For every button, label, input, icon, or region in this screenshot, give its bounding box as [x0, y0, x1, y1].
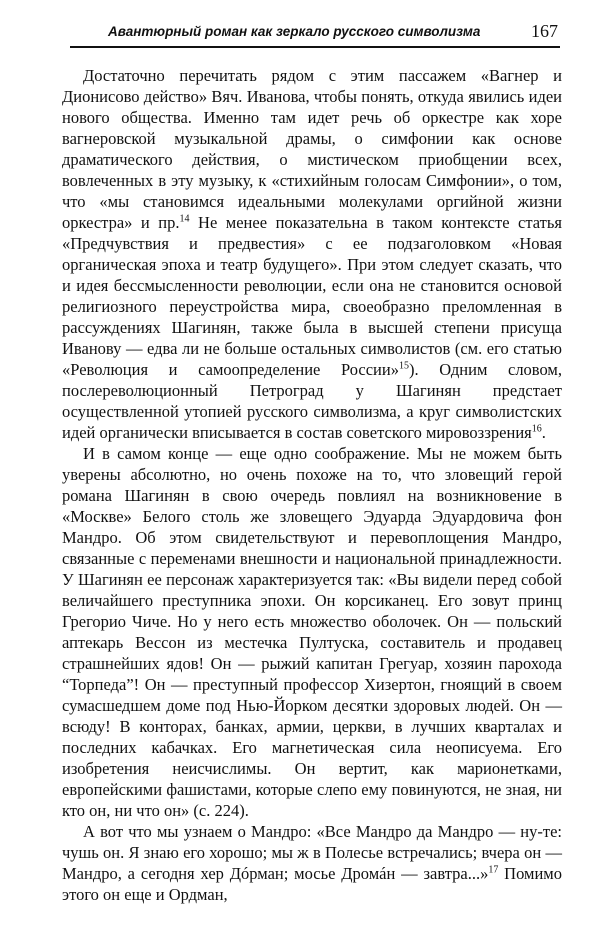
paragraph-1	[62, 65, 562, 443]
paragraph-2	[62, 443, 562, 821]
paragraph-3	[62, 821, 562, 905]
paragraph-text: А вот что мы узнаем о Мандро: «Все Мандро да Мандро — ну-те: чушь он. Я знаю его хорошо; мы ж в Полесье встречались; вчера он — Мандро, а сегодня хер Дóрман; мосье Дромáн — завтра...»	[62, 822, 562, 883]
body-text	[62, 65, 562, 905]
page-number: 167	[531, 21, 558, 41]
footnote-ref-15: 15	[398, 360, 409, 372]
running-header	[70, 20, 560, 48]
footnote-ref-16: 16	[531, 423, 542, 435]
paragraph-text: Помимо этого он еще и Ордман,	[62, 864, 562, 904]
paragraph-text: ). Одним словом, послереволюционный Петроград у Шагинян предстает осуществленной утопией русского символизма, а круг символистских идей органически вписывается в состав советского мировоззрения	[62, 360, 562, 442]
paragraph-text: Достаточно перечитать рядом с этим пассажем «Вагнер и Дионисово действо» Вяч. Иванова, чтобы понять, откуда явились идеи нового общества. Именно там идет речь об оркестре как хоре вагнеровской музыкальной драмы, о симфонии как основе драматического действия, о мистическом приобщении всех, вовлеченных в эту музыку, к «стихийным голосам Симфонии», о том, что «мы становимся идеальными молекулами оргийной жизни оркестра» и пр.	[62, 66, 562, 232]
footnote-ref-17: 17	[488, 864, 499, 876]
footnote-ref-14: 14	[179, 213, 190, 225]
paragraph-text: Не менее показательна в таком контексте статья «Предчувствия и предвестия» с ее подзаголовком «Новая органическая эпоха и театр будущего». При этом следует сказать, что и идея бессмысленности революции, если она не становится основой религиозного переустройства мира, своеобразно преломленная в рассуждениях Шагинян, также была в высшей степени присуща Иванову — едва ли не больше остальных символистов (см. его статью «Революция и самоопределение России»	[62, 213, 563, 379]
running-title: Авантюрный роман как зеркало русского символизма	[108, 24, 481, 39]
paragraph-text: .	[541, 423, 546, 442]
paragraph-text: И в самом конце — еще одно соображение. Мы не можем быть уверены абсолютно, но очень похоже на то, что зловещий герой романа Шагинян в свою очередь повлиял на возникновение в «Москве» Белого столь же зловещего Эдуарда Эдуардовича фон Мандро. Об этом свидетельствуют и перевоплощения Мандро, связанные с переменами внешности и национальной принадлежности. У Шагинян ее персонаж характеризуется так: «Вы видели перед собой величайшего преступника эпохи. Он корсиканец. Его зовут принц Грегорио Чиче. Но у него есть множество оболочек. Он — польский аптекарь Вессон из местечка Пултуска, составитель и продавец страшнейших ядов! Он — рыжий капитан Грегуар, хозяин парохода “Торпеда”! Он — преступный профессор Хизертон, гноящий в своем сумасшедшем доме под Нью-Йорком десятки здоровых людей. Он — всюду! В конторах, банках, армии, церкви, в лучших кварталах и последних кабачках. Его магнетическая сила неописуема. Его изобретения неисчислимы. Он вертит, как марионетками, европейскими фашистами, которые слепо ему повинуются, не зная, ни кто он, ни что он» (с. 224).	[62, 444, 562, 820]
